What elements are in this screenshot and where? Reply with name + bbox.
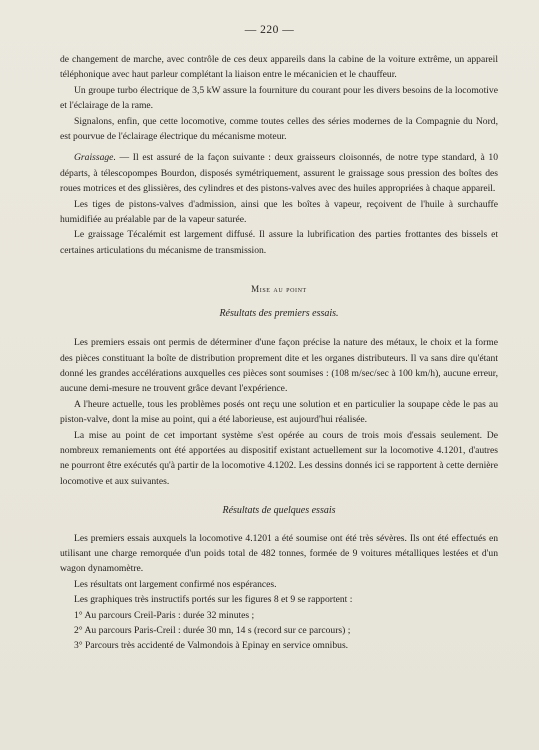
paragraph: Le graissage Técalémit est largement diffusé. Il assure la lubrification des parties frottantes des bissels et certaines articulations du mécanisme de transmission. — [60, 229, 498, 256]
paragraph-text: — Il est assuré de la façon suivante : deux graisseurs cloisonnés, de notre type standard, à 10 départs, à télescopompes Bourdon, disposés symétriquement, assurent le graissage sous pression des boîtes des roues motrices et des glissières, des cylindres et des pistons-valves avec des huiles appropriées à chaque appareil. — [60, 152, 498, 195]
paragraph: Les résultats ont largement confirmé nos espérances. — [74, 578, 277, 590]
page-number: — 220 — — [244, 24, 295, 36]
subsection-heading: Résultats des premiers essais. — [219, 307, 339, 319]
paragraph: Un groupe turbo électrique de 3,5 kW assure la fourniture du courant pour les divers besoins de la locomotive et l'éclairage de la rame. — [60, 84, 498, 112]
paragraph: Les premiers essais ont permis de déterminer d'une façon précise la nature des métaux, le choix et la forme des pièces constituant la boîte de distribution proprement dite et les organes distributeurs. Il va sans dire qu'étant donné les grandes accélérations auxquelles ces pièces sont soumises : (108 m/sec/sec à 100 km/h), aucune erreur, aucune demi-mesure ne trouvent grâce devant l'expérience. — [60, 337, 498, 395]
section-heading: Mise au point — [251, 284, 307, 295]
paragraph: Les premiers essais auxquels la locomotive 4.1201 a été soumise ont été très sévères. Ils ont été effectués en utilisant une charge remorquée d'un poids total de 482 tonnes, formée de 9 voitures métalliques lestées et d'un wagon dynamomètre. — [60, 532, 498, 575]
paragraph: La mise au point de cet important système s'est opérée au cours de trois mois d'essais seulement. De nombreux remaniements ont été apportées au dispositif existant actuellement sur la locomotive 4.1201, d'autres ne pourront être exécutés qu'à partir de la locomotive 4.1202. Les dessins donnés ici se rapportent à cette dernière locomotive et aux suivantes. — [60, 429, 498, 487]
list-item: 1° Au parcours Creil-Paris : durée 32 minutes ; — [74, 609, 255, 621]
subsection-heading: Résultats de quelques essais — [222, 505, 336, 517]
paragraph: Les tiges de pistons-valves d'admission, ainsi que les boîtes à vapeur, reçoivent de l'huile à surchauffe humidifiée au préalable par de la vapeur saturée. — [60, 198, 498, 226]
paragraph: A l'heure actuelle, tous les problèmes posés ont reçu une solution et en particulier la soupape cède le pas au piston-valve, dont la mise au point, qui a été laborieuse, est aujourd'hui réalisée. — [60, 398, 498, 426]
page-content — [60, 52, 498, 654]
list-item: 3° Parcours très accidenté de Valmondois à Epinay en service omnibus. — [74, 640, 349, 652]
paragraph-lead: Graissage. — [74, 152, 116, 164]
paragraph-graissage — [60, 150, 498, 196]
paragraph: Signalons, enfin, que cette locomotive, comme toutes celles des séries modernes de la Compagnie du Nord, est pourvue de l'éclairage électrique du mécanisme moteur. — [60, 115, 498, 143]
list-item: 2° Au parcours Paris-Creil : durée 30 mn, 14 s (record sur ce parcours) ; — [74, 625, 351, 636]
paragraph: Les graphiques très instructifs portés sur les figures 8 et 9 se rapportent : — [74, 594, 353, 606]
paragraph: de changement de marche, avec contrôle de ces deux appareils dans la cabine de la voiture extrême, un appareil téléphonique avec haut parleur complétant la liaison entre le mécanicien et le chauffeur. — [60, 54, 498, 81]
